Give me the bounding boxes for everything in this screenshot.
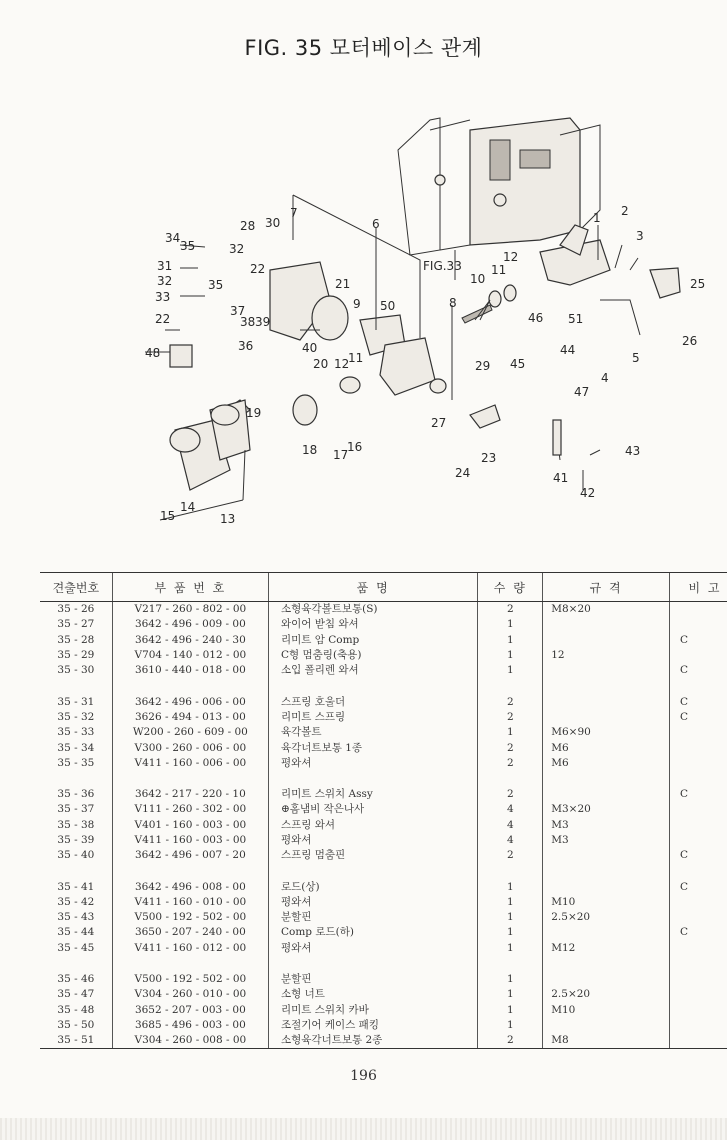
quantity-cell: 1 — [478, 648, 543, 663]
table-row — [40, 648, 727, 663]
spacer-cell — [40, 956, 112, 972]
spec-cell — [543, 617, 670, 632]
spec-cell: M8×20 — [543, 602, 670, 618]
remarks-cell — [670, 972, 727, 987]
part-number-cell: V411 - 160 - 003 - 00 — [112, 833, 268, 848]
callout: 30 — [265, 216, 281, 230]
part-name-cell: 육각볼트 — [269, 725, 478, 740]
index-no-cell: 35 - 35 — [57, 756, 95, 769]
spacer-cell — [670, 863, 727, 879]
callout: 26 — [682, 334, 698, 348]
spec-cell: 12 — [543, 648, 670, 663]
part-name-cell: 리미트 스프링 — [269, 710, 478, 725]
quantity-cell: 1 — [478, 910, 543, 925]
callout: 23 — [481, 451, 497, 465]
spacer-cell — [670, 678, 727, 694]
callout: 15 — [160, 509, 176, 523]
remarks-cell — [670, 818, 727, 833]
callout: 24 — [455, 466, 471, 480]
callout: 31 — [157, 259, 173, 273]
part-number-cell: V411 - 160 - 006 - 00 — [112, 756, 268, 771]
table-row-spacer — [40, 863, 727, 879]
callout: 10 — [470, 272, 486, 286]
spec-cell — [543, 925, 670, 940]
spec-cell: M3×20 — [543, 802, 670, 817]
table-row — [40, 895, 727, 910]
table-row-spacer — [40, 678, 727, 694]
table-row — [40, 802, 727, 817]
part-number-cell: 3642 - 217 - 220 - 10 — [112, 787, 268, 802]
remarks-cell: C — [670, 710, 727, 725]
callout: 9 — [353, 297, 361, 311]
index-no-cell: 35 - 37 — [57, 803, 95, 816]
remarks-cell — [670, 617, 727, 632]
table-row — [40, 987, 727, 1002]
callout: 46 — [528, 311, 544, 325]
quantity-cell: 2 — [478, 1033, 543, 1049]
part-name-cell: 리미트 스위치 카바 — [269, 1003, 478, 1018]
remarks-cell: C — [670, 694, 727, 709]
callout: 33 — [155, 290, 171, 304]
spacer-cell — [543, 863, 670, 879]
quantity-cell: 1 — [478, 879, 543, 894]
quantity-cell: 1 — [478, 663, 543, 678]
part-number-cell: V304 - 260 - 010 - 00 — [112, 987, 268, 1002]
spec-cell — [543, 663, 670, 678]
index-no-cell: 35 - 39 — [57, 834, 95, 846]
callout: 35 — [180, 239, 196, 253]
spacer-cell — [269, 956, 478, 972]
index-no-cell: 35 - 38 — [57, 818, 95, 831]
callout: 34 — [165, 231, 181, 245]
header-spec: 규 격 — [543, 573, 670, 602]
header-quantity: 수 량 — [478, 573, 543, 602]
part-number-cell: V401 - 160 - 003 - 00 — [112, 818, 268, 833]
header-remarks: 비 고 — [670, 573, 727, 602]
index-no-cell: 35 - 40 — [57, 849, 95, 862]
index-no-cell: 35 - 31 — [57, 695, 95, 708]
part-name-cell: ⊕홈냄비 작은나사 — [269, 802, 478, 817]
part-number-cell: V500 - 192 - 502 - 00 — [112, 972, 268, 987]
part-number-cell: 3652 - 207 - 003 - 00 — [112, 1003, 268, 1018]
callout: 47 — [574, 385, 590, 399]
table-row — [40, 602, 727, 618]
table-row-spacer — [40, 956, 727, 972]
quantity-cell: 2 — [478, 694, 543, 709]
table-row — [40, 710, 727, 725]
quantity-cell: 2 — [478, 740, 543, 755]
spec-cell: M10 — [543, 895, 670, 910]
remarks-cell: C — [670, 848, 727, 863]
part-name-cell: 평와셔 — [269, 895, 478, 910]
callout: 13 — [220, 512, 236, 526]
remarks-cell: C — [670, 787, 727, 802]
part-number-cell: 3685 - 496 - 003 - 00 — [112, 1018, 268, 1033]
table-row — [40, 1033, 727, 1049]
part-number-cell: 3626 - 494 - 013 - 00 — [112, 710, 268, 725]
header-part-name: 품 명 — [269, 573, 478, 602]
callout: 17 — [333, 448, 349, 462]
spacer-cell — [40, 678, 112, 694]
quantity-cell: 1 — [478, 633, 543, 648]
quantity-cell: 1 — [478, 941, 543, 956]
spacer-cell — [269, 771, 478, 787]
quantity-cell: 2 — [478, 848, 543, 863]
part-number-cell: 3642 - 496 - 007 - 20 — [112, 848, 268, 863]
spec-cell — [543, 1018, 670, 1033]
table-row — [40, 972, 727, 987]
callout: 40 — [302, 341, 318, 355]
spacer-cell — [543, 678, 670, 694]
spacer-cell — [112, 771, 268, 787]
spacer-cell — [543, 771, 670, 787]
quantity-cell: 4 — [478, 802, 543, 817]
header-part-number: 부 품 번 호 — [112, 573, 268, 602]
spec-cell — [543, 694, 670, 709]
callout: 22 — [155, 312, 171, 326]
remarks-cell — [670, 1033, 727, 1049]
index-no-cell: 35 - 46 — [57, 973, 95, 986]
table-row — [40, 694, 727, 709]
spacer-cell — [478, 771, 543, 787]
spacer-cell — [112, 678, 268, 694]
index-no-cell: 35 - 47 — [57, 988, 95, 1001]
table-row — [40, 756, 727, 771]
part-number-cell: W200 - 260 - 609 - 00 — [112, 725, 268, 740]
quantity-cell: 1 — [478, 1003, 543, 1018]
quantity-cell: 1 — [478, 895, 543, 910]
spacer-cell — [112, 956, 268, 972]
callout: 18 — [302, 443, 318, 457]
callout: 37 — [230, 304, 246, 318]
spacer-cell — [269, 863, 478, 879]
header-index-no: 견출번호 — [40, 573, 112, 602]
quantity-cell: 1 — [478, 925, 543, 940]
index-no-cell: 35 - 30 — [57, 664, 95, 677]
callout: 41 — [553, 471, 569, 485]
table-row — [40, 663, 727, 678]
table-row-spacer — [40, 771, 727, 787]
index-no-cell: 35 - 36 — [57, 788, 95, 801]
index-no-cell: 35 - 32 — [57, 710, 95, 723]
callout: 42 — [580, 486, 596, 500]
part-name-cell: 소형육각너트보통 2종 — [269, 1033, 478, 1049]
index-no-cell: 35 - 43 — [57, 911, 95, 924]
page-number: 196 — [350, 1068, 377, 1084]
remarks-cell — [670, 833, 727, 848]
callout: 5 — [632, 351, 640, 365]
part-number-cell: 3610 - 440 - 018 - 00 — [112, 663, 268, 678]
callout: 2 — [621, 204, 629, 218]
spacer-cell — [478, 863, 543, 879]
remarks-cell — [670, 1018, 727, 1033]
table-row — [40, 1018, 727, 1033]
callout: 16 — [347, 440, 363, 454]
remarks-cell — [670, 648, 727, 663]
spec-cell: M12 — [543, 941, 670, 956]
part-name-cell: 소형육각볼트보통(S) — [269, 602, 478, 618]
remarks-cell — [670, 987, 727, 1002]
callout: 22 — [250, 262, 266, 276]
index-no-cell: 35 - 41 — [57, 880, 95, 893]
index-no-cell: 35 - 50 — [57, 1018, 95, 1031]
spec-cell — [543, 972, 670, 987]
remarks-cell — [670, 725, 727, 740]
index-no-cell: 35 - 26 — [57, 603, 95, 616]
spacer-cell — [269, 678, 478, 694]
callout: 29 — [475, 359, 491, 373]
spacer-cell — [478, 678, 543, 694]
table-row — [40, 725, 727, 740]
spec-cell: 2.5×20 — [543, 910, 670, 925]
spec-cell: M3 — [543, 818, 670, 833]
remarks-cell — [670, 941, 727, 956]
quantity-cell: 4 — [478, 818, 543, 833]
part-number-cell: V217 - 260 - 802 - 00 — [112, 602, 268, 618]
part-name-cell: C형 멈춤링(축용) — [269, 648, 478, 663]
callout: 20 — [313, 357, 329, 371]
remarks-cell — [670, 1003, 727, 1018]
callout: 44 — [560, 343, 576, 357]
quantity-cell: 2 — [478, 787, 543, 802]
parts-list-table — [40, 572, 727, 1049]
table-row — [40, 910, 727, 925]
spec-cell — [543, 848, 670, 863]
table-row — [40, 848, 727, 863]
callout: 19 — [246, 406, 262, 420]
part-name-cell: 소형 너트 — [269, 987, 478, 1002]
quantity-cell: 2 — [478, 756, 543, 771]
callout: 4 — [601, 371, 609, 385]
callout: 28 — [240, 219, 256, 233]
spacer-cell — [112, 863, 268, 879]
spec-cell: 2.5×20 — [543, 987, 670, 1002]
remarks-cell — [670, 895, 727, 910]
callout: 12 — [503, 250, 519, 264]
spec-cell: M3 — [543, 833, 670, 848]
table-row — [40, 617, 727, 632]
remarks-cell: C — [670, 663, 727, 678]
part-name-cell: 로드(상) — [269, 879, 478, 894]
callout: 45 — [510, 357, 526, 371]
index-no-cell: 35 - 42 — [57, 895, 95, 908]
remarks-cell: C — [670, 879, 727, 894]
index-no-cell: 35 - 28 — [57, 633, 95, 646]
quantity-cell: 1 — [478, 1018, 543, 1033]
remarks-cell — [670, 756, 727, 771]
callout: 14 — [180, 500, 196, 514]
table-row — [40, 818, 727, 833]
part-name-cell: Comp 로드(하) — [269, 925, 478, 940]
index-no-cell: 35 - 34 — [57, 741, 95, 754]
callout: 7 — [290, 206, 298, 220]
remarks-cell: C — [670, 633, 727, 648]
table-row — [40, 740, 727, 755]
callout: 1 — [593, 211, 601, 225]
part-name-cell: 스프링 와셔 — [269, 818, 478, 833]
callout: FIG.33 — [423, 259, 462, 273]
callout: 6 — [372, 217, 380, 231]
exploded-parts-diagram — [0, 90, 727, 530]
quantity-cell: 2 — [478, 602, 543, 618]
table-row — [40, 1003, 727, 1018]
table-header-row — [40, 573, 727, 602]
table-row — [40, 879, 727, 894]
quantity-cell: 1 — [478, 972, 543, 987]
callout: 36 — [238, 339, 254, 353]
quantity-cell: 2 — [478, 710, 543, 725]
spec-cell: M10 — [543, 1003, 670, 1018]
part-name-cell: 분할핀 — [269, 972, 478, 987]
part-number-cell: V411 - 160 - 010 - 00 — [112, 895, 268, 910]
index-no-cell: 35 - 27 — [57, 618, 95, 631]
callout: 11 — [491, 263, 507, 277]
spacer-cell — [40, 863, 112, 879]
spacer-cell — [543, 956, 670, 972]
table-row — [40, 633, 727, 648]
spec-cell — [543, 710, 670, 725]
callout: 11 — [348, 351, 364, 365]
part-name-cell: 리미트 암 Comp — [269, 633, 478, 648]
index-no-cell: 35 - 48 — [57, 1003, 95, 1016]
spec-cell — [543, 879, 670, 894]
part-name-cell: 스프링 호울더 — [269, 694, 478, 709]
callout: 12 — [334, 357, 350, 371]
spacer-cell — [478, 956, 543, 972]
part-name-cell: 분할핀 — [269, 910, 478, 925]
callout: 3 — [636, 229, 644, 243]
part-name-cell: 와이어 받침 와셔 — [269, 617, 478, 632]
callout: 48 — [145, 346, 161, 360]
part-number-cell: V411 - 160 - 012 - 00 — [112, 941, 268, 956]
remarks-cell — [670, 602, 727, 618]
spec-cell: M6 — [543, 756, 670, 771]
callout: 43 — [625, 444, 641, 458]
spacer-cell — [670, 771, 727, 787]
part-number-cell: 3642 - 496 - 008 - 00 — [112, 879, 268, 894]
spacer-cell — [670, 956, 727, 972]
part-number-cell: V304 - 260 - 008 - 00 — [112, 1033, 268, 1049]
spec-cell — [543, 787, 670, 802]
part-number-cell: V500 - 192 - 502 - 00 — [112, 910, 268, 925]
part-name-cell: 육각너트보통 1종 — [269, 740, 478, 755]
spec-cell — [543, 633, 670, 648]
callout: 27 — [431, 416, 447, 430]
table-row — [40, 833, 727, 848]
index-no-cell: 35 - 51 — [40, 1033, 112, 1049]
scan-edge — [0, 1118, 727, 1140]
quantity-cell: 1 — [478, 617, 543, 632]
callout: 51 — [568, 312, 584, 326]
callout: 39 — [255, 315, 271, 329]
spec-cell: M6 — [543, 740, 670, 755]
remarks-cell: C — [670, 925, 727, 940]
callout: 8 — [449, 296, 457, 310]
part-number-cell: 3642 - 496 - 006 - 00 — [112, 694, 268, 709]
part-name-cell: 스프링 멈춤핀 — [269, 848, 478, 863]
callout: 38 — [240, 315, 256, 329]
quantity-cell: 1 — [478, 987, 543, 1002]
quantity-cell: 1 — [478, 725, 543, 740]
callout: 21 — [335, 277, 351, 291]
callout: 35 — [208, 278, 224, 292]
part-number-cell: V111 - 260 - 302 - 00 — [112, 802, 268, 817]
part-number-cell: 3642 - 496 - 009 - 00 — [112, 617, 268, 632]
callout: 50 — [380, 299, 396, 313]
index-no-cell: 35 - 45 — [57, 941, 95, 954]
spec-cell: M6×90 — [543, 725, 670, 740]
index-no-cell: 35 - 44 — [57, 926, 95, 939]
spec-cell: M8 — [543, 1033, 670, 1049]
part-name-cell: 평와셔 — [269, 941, 478, 956]
part-number-cell: V704 - 140 - 012 - 00 — [112, 648, 268, 663]
part-number-cell: V300 - 260 - 006 - 00 — [112, 740, 268, 755]
part-name-cell: 리미트 스위치 Assy — [269, 787, 478, 802]
page-title: FIG. 35 모터베이스 관계 — [244, 36, 483, 60]
part-name-cell: 소입 폴리렌 와셔 — [269, 663, 478, 678]
spacer-cell — [40, 771, 112, 787]
remarks-cell — [670, 802, 727, 817]
part-number-cell: 3642 - 496 - 240 - 30 — [112, 633, 268, 648]
table-row — [40, 925, 727, 940]
table-row — [40, 941, 727, 956]
remarks-cell — [670, 740, 727, 755]
quantity-cell: 4 — [478, 833, 543, 848]
index-no-cell: 35 - 33 — [57, 726, 95, 739]
part-number-cell: 3650 - 207 - 240 - 00 — [112, 925, 268, 940]
callout: 32 — [229, 242, 245, 256]
part-name-cell: 평와셔 — [269, 756, 478, 771]
part-name-cell: 평와셔 — [269, 833, 478, 848]
callout: 32 — [157, 274, 173, 288]
callout: 25 — [690, 277, 706, 291]
table-row — [40, 787, 727, 802]
index-no-cell: 35 - 29 — [57, 649, 95, 662]
remarks-cell — [670, 910, 727, 925]
part-name-cell: 조절기어 케이스 패킹 — [269, 1018, 478, 1033]
